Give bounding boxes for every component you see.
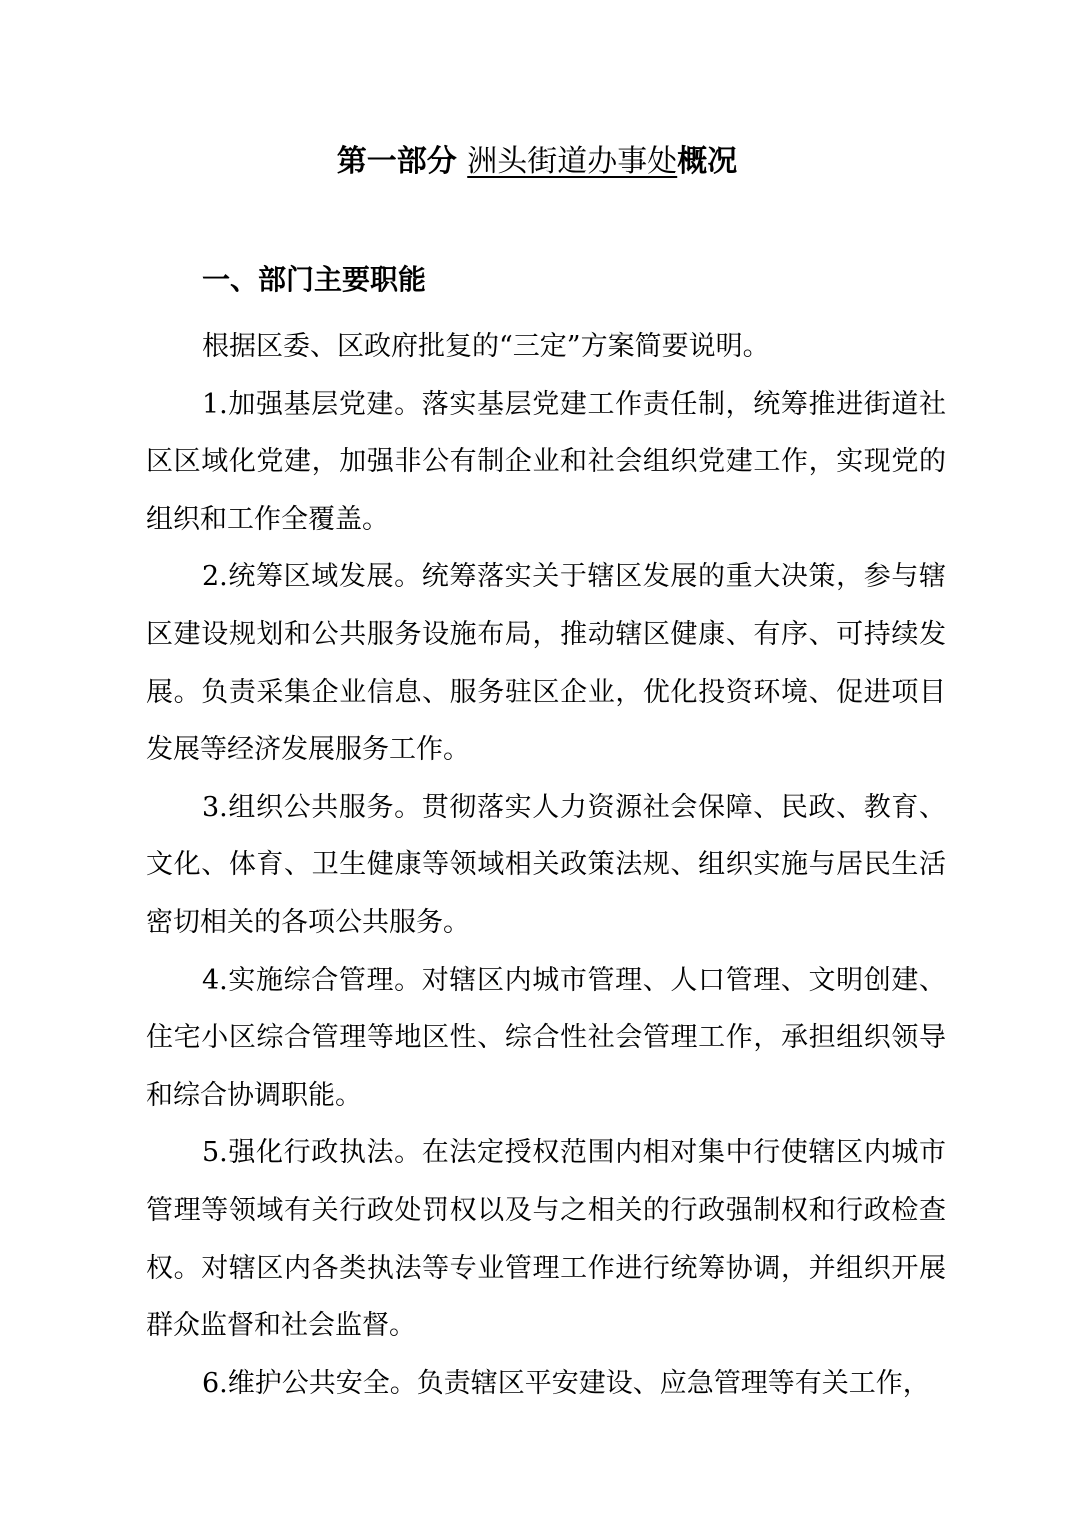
intro-paragraph: 根据区委、区政府批复的“三定”方案简要说明。 (202, 331, 770, 362)
title-organization-name: 洲头街道办事处 (467, 144, 678, 179)
paragraph-1: 1.加强基层党建。落实基层党建工作责任制，统筹推进街道社区区域化党建，加强非公有制企业和社会组织党建工作，实现党的组织和工作全覆盖。 (146, 388, 946, 535)
paragraph-5: 5.强化行政执法。在法定授权范围内相对集中行使辖区内城市管理等领域有关行政处罚权以及与之相关的行政强制权和行政检查权。对辖区内各类执法等专业管理工作进行统筹协调，并组织开展群众监督和社会监督。 (146, 1137, 946, 1342)
page-title (0, 140, 1074, 184)
paragraph-4: 4.实施综合管理。对辖区内城市管理、人口管理、文明创建、住宅小区综合管理等地区性、综合性社会管理工作，承担组织领导和综合协调职能。 (146, 964, 946, 1111)
title-suffix: 概况 (677, 144, 738, 179)
document-body (146, 318, 946, 1412)
title-prefix: 第一部分 (336, 144, 468, 179)
paragraph-2: 2.统筹区域发展。统筹落实关于辖区发展的重大决策，参与辖区建设规划和公共服务设施布局，推动辖区健康、有序、可持续发展。负责采集企业信息、服务驻区企业，优化投资环境、促进项目发展等经济发展服务工作。 (146, 561, 946, 766)
section-heading: 一、部门主要职能 (202, 263, 427, 296)
paragraph-6: 6.维护公共安全。负责辖区平安建设、应急管理等有关工作， (202, 1367, 930, 1399)
paragraph-3: 3.组织公共服务。贯彻落实人力资源社会保障、民政、教育、文化、体育、卫生健康等领域相关政策法规、组织实施与居民生活密切相关的各项公共服务。 (146, 791, 946, 938)
